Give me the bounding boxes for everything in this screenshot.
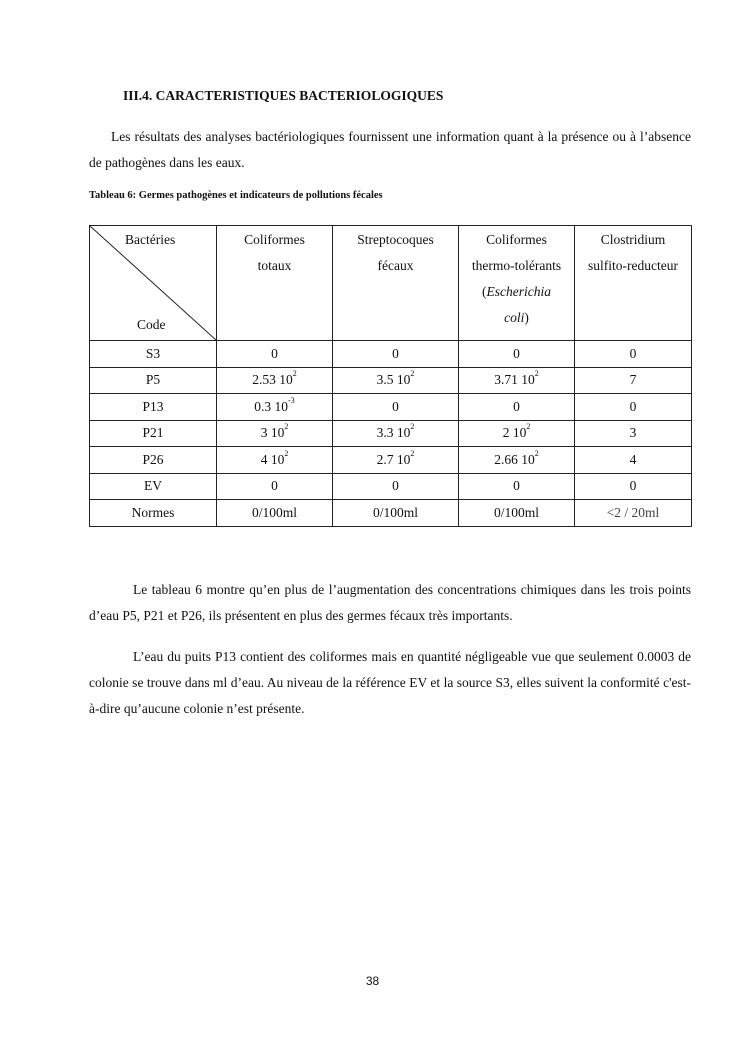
cell-clostridium: 4	[575, 447, 692, 474]
cell-coliformes-totaux: 0/100ml	[217, 500, 333, 527]
table-row	[90, 367, 692, 394]
row-code: P13	[90, 394, 217, 421]
row-code: Normes	[90, 500, 217, 527]
cell-streptocoques: 3.5 $10^2$	[333, 367, 459, 394]
cell-coliformes-thermo: 0/100ml	[459, 500, 575, 527]
cell-clostridium: 0	[575, 473, 692, 500]
table-header-row	[90, 226, 692, 341]
section-heading: III.4. CARACTERISTIQUES BACTERIOLOGIQUES	[123, 88, 444, 103]
cell-coliformes-totaux: 0.3 $10^{-3}$	[217, 394, 333, 421]
table-row	[90, 447, 692, 474]
header-coliformes-thermo: Coliformes thermo-tolérants (Escherichia coli)	[459, 226, 575, 341]
cell-streptocoques: 0	[333, 394, 459, 421]
cell-coliformes-totaux: 3 $10^2$	[217, 420, 333, 447]
intro-paragraph: Les résultats des analyses bactériologiques fournissent une information quant à la présence ou à l’absence de pathogènes dans les eaux.	[89, 129, 691, 170]
page-number: 38	[365, 974, 380, 988]
cell-coliformes-thermo: 0	[459, 473, 575, 500]
cell-streptocoques: 0	[333, 473, 459, 500]
table-row	[90, 341, 692, 368]
table-row	[90, 473, 692, 500]
cell-coliformes-thermo: 2.66 $10^2$	[459, 447, 575, 474]
table-row	[90, 394, 692, 421]
corner-label-bacteria: Bactéries	[125, 232, 176, 247]
cell-coliformes-thermo: 0	[459, 341, 575, 368]
cell-clostridium: 7	[575, 367, 692, 394]
cell-coliformes-thermo: 0	[459, 394, 575, 421]
cell-streptocoques: 2.7 $10^2$	[333, 447, 459, 474]
cell-coliformes-thermo: 2 $10^2$	[459, 420, 575, 447]
table-row-normes	[90, 500, 692, 527]
cell-clostridium: <2 / 20ml	[575, 500, 692, 527]
corner-header-cell	[90, 226, 217, 341]
cell-coliformes-thermo: 3.71 $10^2$	[459, 367, 575, 394]
row-code: S3	[90, 341, 217, 368]
row-code: P5	[90, 367, 217, 394]
paragraph-2: Le tableau 6 montre qu’en plus de l’augmentation des concentrations chimiques dans les trois points d’eau P5, P21 et P26, ils présentent en plus des germes fécaux très importants.	[89, 582, 691, 623]
cell-coliformes-totaux: 2.53 $10^2$	[217, 367, 333, 394]
header-clostridium: Clostridium sulfito-reducteur	[575, 226, 692, 341]
table-caption: Tableau 6: Germes pathogènes et indicateurs de pollutions fécales	[89, 190, 383, 201]
cell-coliformes-totaux: 0	[217, 473, 333, 500]
row-code: P26	[90, 447, 217, 474]
cell-coliformes-totaux: 4 $10^2$	[217, 447, 333, 474]
header-streptocoques: Streptocoques fécaux	[333, 226, 459, 341]
cell-streptocoques: 3.3 $10^2$	[333, 420, 459, 447]
cell-clostridium: 3	[575, 420, 692, 447]
header-coliformes-totaux: Coliformes totaux	[217, 226, 333, 341]
table-row	[90, 420, 692, 447]
paragraph-3: L’eau du puits P13 contient des coliformes mais en quantité négligeable vue que seulement 0.0003 de colonie se trouve dans ml d’eau. Au niveau de la référence EV et la source S3, elles suivent la conformité c'est-à-dire qu’aucune colonie n’est présente.	[89, 649, 691, 716]
cell-streptocoques: 0/100ml	[333, 500, 459, 527]
corner-label-code: Code	[137, 317, 166, 332]
row-code: EV	[90, 473, 217, 500]
cell-streptocoques: 0	[333, 341, 459, 368]
row-code: P21	[90, 420, 217, 447]
bacteria-table	[89, 225, 692, 527]
cell-clostridium: 0	[575, 341, 692, 368]
cell-coliformes-totaux: 0	[217, 341, 333, 368]
cell-clostridium: 0	[575, 394, 692, 421]
